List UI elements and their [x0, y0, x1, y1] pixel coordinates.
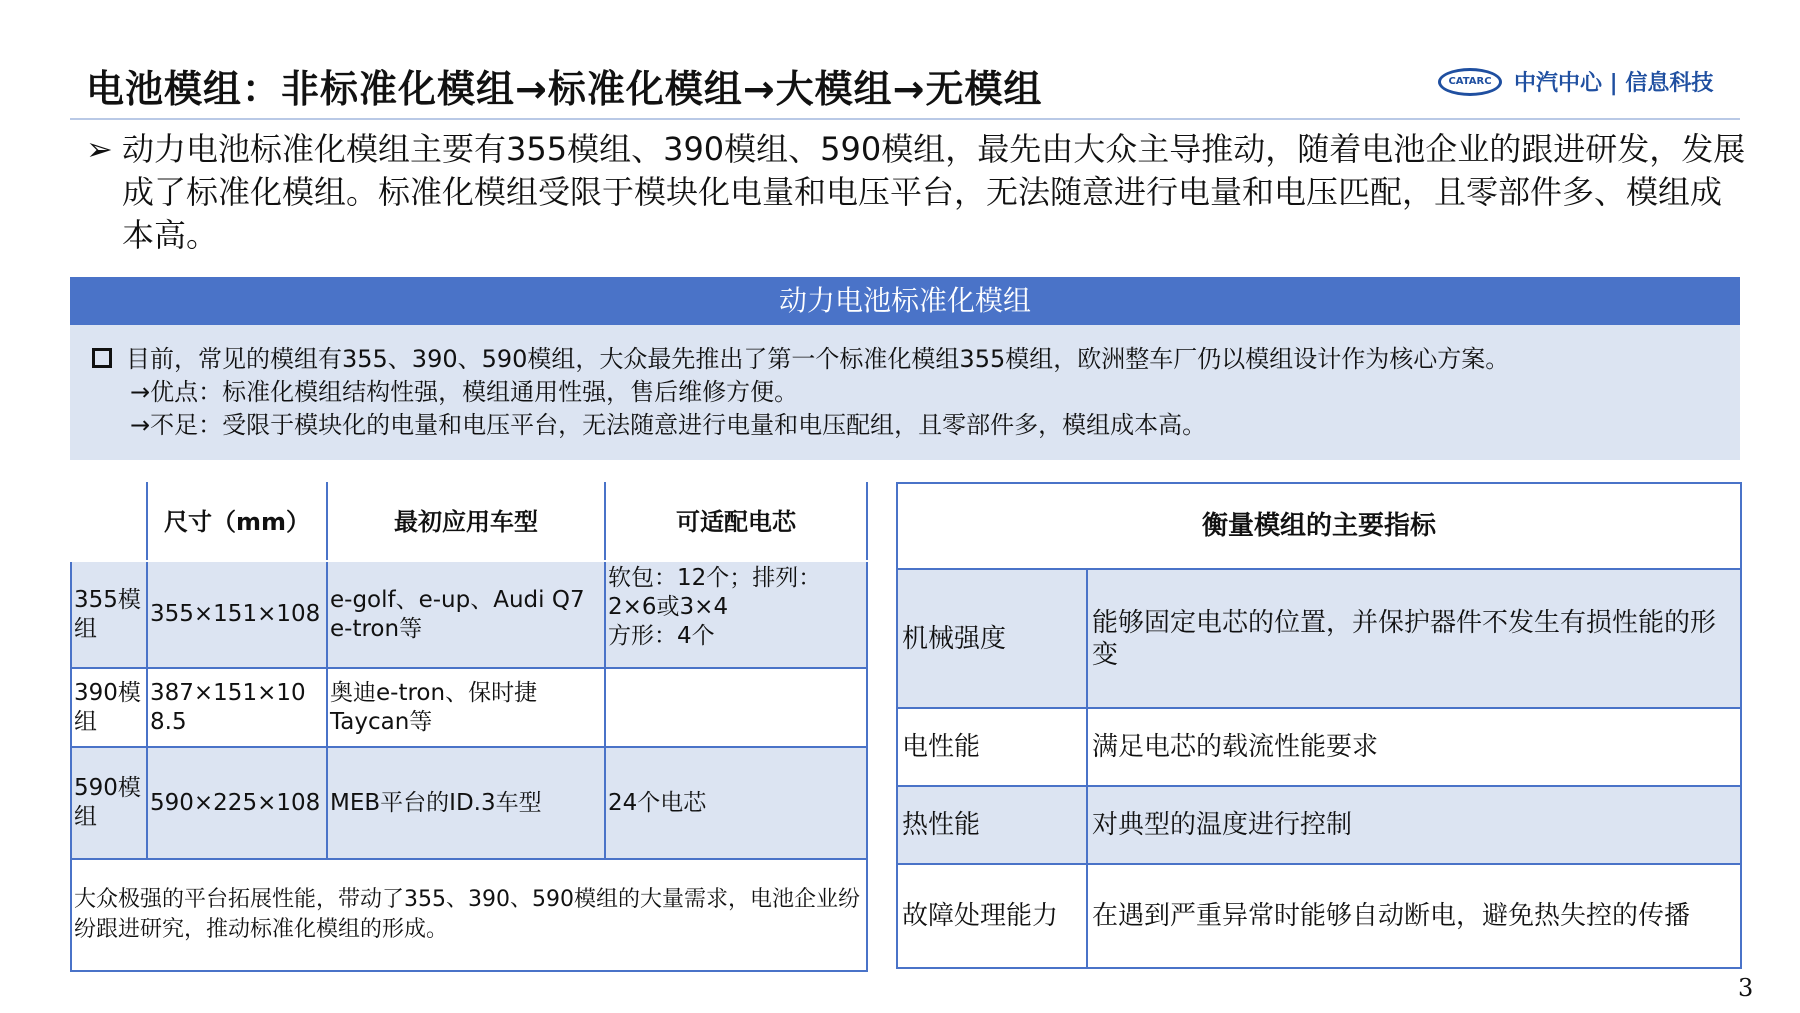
title-divider	[70, 118, 1740, 120]
table-header-row	[897, 483, 1741, 569]
note-line-2: →优点：标准化模组结构性强，模组通用性强，售后维修方便。	[130, 378, 799, 406]
arrow-bullet-icon: ➢	[86, 130, 113, 168]
catarc-logo-icon: CATARC	[1438, 68, 1502, 96]
table-cell: 387×151×108.5	[147, 668, 327, 747]
header-cell: 最初应用车型	[327, 483, 605, 561]
header-cell: 尺寸（mm）	[147, 483, 327, 561]
table-cell: 24个电芯	[605, 747, 867, 859]
metric-name: 热性能	[897, 786, 1087, 864]
table-cell	[605, 668, 867, 747]
page-title: 电池模组：非标准化模组→标准化模组→大模组→无模组	[86, 67, 1043, 111]
metric-name: 电性能	[897, 708, 1087, 786]
header-cell: 可适配电芯	[605, 483, 867, 561]
table-row	[71, 561, 867, 668]
table-cell: 590×225×108	[147, 747, 327, 859]
table-cell: 390模组	[71, 668, 147, 747]
intro-paragraph	[86, 128, 1746, 257]
metric-desc: 在遇到严重异常时能够自动断电，避免热失控的传播	[1087, 864, 1741, 968]
metrics-table	[896, 482, 1742, 969]
section-banner: 动力电池标准化模组	[70, 277, 1740, 325]
module-spec-table	[70, 482, 868, 972]
table-row	[897, 786, 1741, 864]
table-row	[897, 864, 1741, 968]
square-bullet-icon	[92, 348, 112, 368]
summary-note	[70, 325, 1740, 460]
metric-desc: 对典型的温度进行控制	[1087, 786, 1741, 864]
page-number: 3	[1738, 974, 1754, 1002]
table-row	[71, 747, 867, 859]
table-footer: 大众极强的平台拓展性能，带动了355、390、590模组的大量需求，电池企业纷纷跟进研究，推动标准化模组的形成。	[71, 859, 867, 971]
header-cell: 衡量模组的主要指标	[897, 483, 1741, 569]
intro-text: 动力电池标准化模组主要有355模组、390模组、590模组，最先由大众主导推动，随着电池企业的跟进研发，发展成了标准化模组。标准化模组受限于模块化电量和电压平台，无法随意进行电量和电压匹配，且零部件多、模组成本高。	[122, 130, 1746, 254]
note-line-3: →不足：受限于模块化的电量和电压平台，无法随意进行电量和电压配组，且零部件多，模组成本高。	[130, 411, 1207, 439]
metric-name: 故障处理能力	[897, 864, 1087, 968]
table-cell: 355模组	[71, 561, 147, 668]
table-cell: 奥迪e-tron、保时捷Taycan等	[327, 668, 605, 747]
table-cell: e-golf、e-up、Audi Q7 e-tron等	[327, 561, 605, 668]
table-footer-row	[71, 859, 867, 971]
header-cell	[71, 483, 147, 561]
table-cell: MEB平台的ID.3车型	[327, 747, 605, 859]
table-row	[71, 668, 867, 747]
metric-desc: 能够固定电芯的位置，并保护器件不发生有损性能的形变	[1087, 569, 1741, 708]
logo	[1438, 66, 1713, 97]
table-row	[897, 569, 1741, 708]
note-line-1: 目前，常见的模组有355、390、590模组，大众最先推出了第一个标准化模组355模组，欧洲整车厂仍以模组设计作为核心方案。	[126, 345, 1510, 373]
table-cell: 软包：12个；排列：2×6或3×4 方形：4个	[605, 561, 867, 668]
metric-name: 机械强度	[897, 569, 1087, 708]
metric-desc: 满足电芯的载流性能要求	[1087, 708, 1741, 786]
table-cell: 590模组	[71, 747, 147, 859]
table-header-row	[71, 483, 867, 561]
table-cell: 355×151×108	[147, 561, 327, 668]
table-row	[897, 708, 1741, 786]
logo-text: 中汽中心 | 信息科技	[1514, 71, 1714, 96]
